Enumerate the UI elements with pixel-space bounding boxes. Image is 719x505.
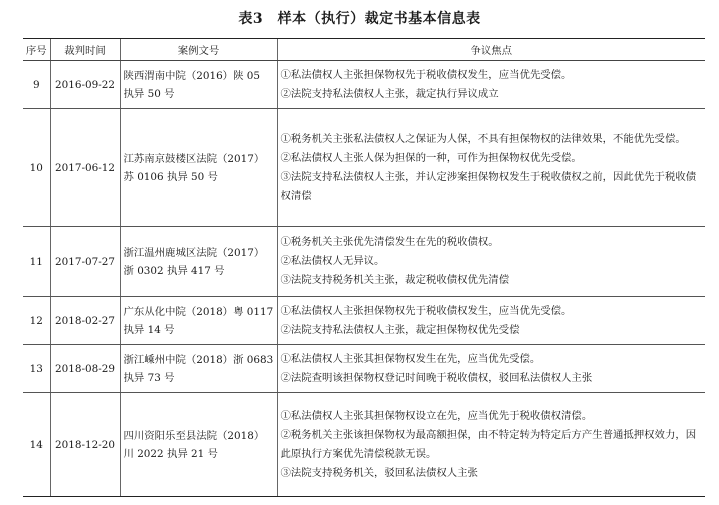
dispute-focus bbox=[277, 227, 705, 297]
table-header-row bbox=[23, 39, 705, 61]
sample-info-table bbox=[23, 38, 705, 497]
row-number: 12 bbox=[23, 297, 50, 345]
issue-item: ②私法债权人主张人保为担保的一种，可作为担保物权优先受偿。 bbox=[280, 151, 582, 164]
dispute-focus bbox=[277, 393, 705, 497]
column-header-no: 序号 bbox=[23, 39, 50, 61]
dispute-focus bbox=[277, 61, 705, 109]
judgment-date: 2018-08-29 bbox=[50, 345, 120, 393]
dispute-focus bbox=[277, 109, 705, 227]
judgment-date: 2017-06-12 bbox=[50, 109, 120, 227]
issue-item: ①私法债权人主张担保物权先于税收债权发生，应当优先受偿。 bbox=[280, 68, 572, 81]
issue-item: ①私法债权人主张其担保物权发生在先，应当优先受偿。 bbox=[280, 352, 541, 365]
table-row bbox=[23, 345, 705, 393]
judgment-date: 2018-02-27 bbox=[50, 297, 120, 345]
row-number: 10 bbox=[23, 109, 50, 227]
issue-item: ②法院查明该担保物权登记时间晚于税收债权，驳回私法债权人主张 bbox=[280, 371, 593, 384]
issue-item: ①税务机关主张优先清偿发生在先的税收债权。 bbox=[280, 236, 499, 248]
table-row bbox=[23, 109, 705, 227]
table-row bbox=[23, 227, 705, 297]
table-row bbox=[23, 297, 705, 345]
row-number: 9 bbox=[23, 61, 50, 109]
judgment-date: 2017-07-27 bbox=[50, 227, 120, 297]
issue-item: ③法院支持税务机关，驳回私法债权人主张 bbox=[280, 466, 478, 479]
dispute-focus bbox=[277, 345, 705, 393]
issue-item: ①私法债权人主张担保物权先于税收债权发生，应当优先受偿。 bbox=[280, 304, 572, 317]
case-number: 浙江嵊州中院（2018）浙 0683 执异 73 号 bbox=[120, 345, 277, 393]
table-title: 表3 样本（执行）裁定书基本信息表 bbox=[238, 11, 481, 27]
table-row bbox=[23, 393, 705, 497]
dispute-focus bbox=[277, 297, 705, 345]
issue-item: ②法院支持私法债权人主张，裁定担保物权优先受偿 bbox=[280, 323, 520, 336]
case-number: 江苏南京鼓楼区法院（2017）苏 0106 执异 50 号 bbox=[120, 109, 277, 227]
case-number: 四川资阳乐至县法院（2018）川 2022 执异 21 号 bbox=[120, 393, 277, 497]
case-number: 浙江温州鹿城区法院（2017）浙 0302 执异 417 号 bbox=[120, 227, 277, 297]
row-number: 14 bbox=[23, 393, 50, 497]
judgment-date: 2018-12-20 bbox=[50, 393, 120, 497]
table-row bbox=[23, 61, 705, 109]
column-header-case: 案例文号 bbox=[120, 39, 277, 61]
issue-item: ②税务机关主张该担保物权为最高额担保，由不特定转为特定后方产生普通抵押权效力，因此原执行方案优先清偿税款无误。 bbox=[280, 428, 697, 460]
issue-item: ①私法债权人主张其担保物权设立在先，应当优先于税收债权清偿。 bbox=[280, 409, 593, 422]
column-header-date: 裁判时间 bbox=[50, 39, 120, 61]
issue-item: ②私法债权人无异议。 bbox=[280, 255, 385, 267]
case-number: 广东从化中院（2018）粤 0117 执异 14 号 bbox=[120, 297, 277, 345]
judgment-date: 2016-09-22 bbox=[50, 61, 120, 109]
column-header-issues: 争议焦点 bbox=[277, 39, 705, 61]
row-number: 13 bbox=[23, 345, 50, 393]
issue-item: ③法院支持税务机关主张，裁定税收债权优先清偿 bbox=[280, 274, 510, 286]
issue-item: ②法院支持私法债权人主张，裁定执行异议成立 bbox=[280, 87, 499, 100]
issue-item: ③法院支持私法债权人主张，并认定涉案担保物权发生于税收债权之前，因此优先于税收债权清偿 bbox=[280, 170, 697, 202]
case-number: 陕西渭南中院（2016）陕 05 执异 50 号 bbox=[120, 61, 277, 109]
issue-item: ①税务机关主张私法债权人之保证为人保，不具有担保物权的法律效果，不能优先受偿。 bbox=[280, 132, 686, 145]
row-number: 11 bbox=[23, 227, 50, 297]
